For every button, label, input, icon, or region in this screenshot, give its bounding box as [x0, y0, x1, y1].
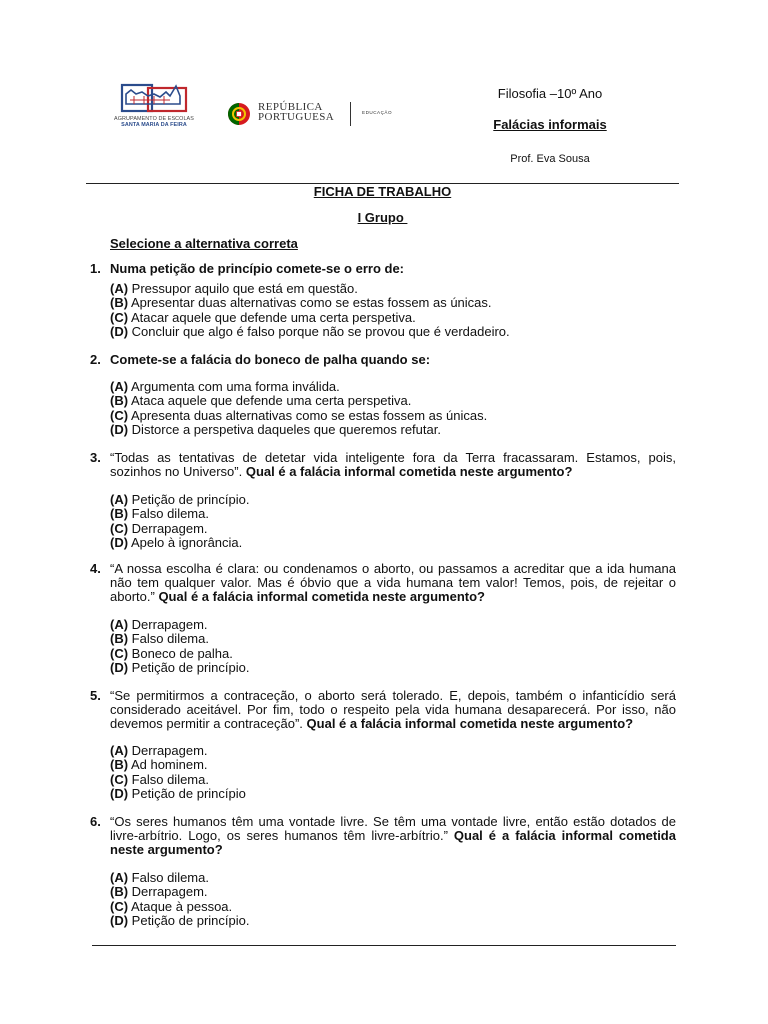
option-c[interactable]	[110, 409, 676, 423]
options-list	[110, 282, 676, 339]
option-letter: (B)	[110, 506, 129, 522]
question-quote: “Se permitirmos a contraceção, o aborto será tolerado. E, depois, também o infanticídio será considerado aceitável. Por fim, todo o respeito pela vida humana desaparecerá. Por isso, não devemos permitir a contraceção”.	[110, 688, 676, 731]
option-letter: (D)	[110, 785, 129, 801]
option-a[interactable]	[110, 618, 676, 632]
republic-emblem-icon	[226, 100, 256, 128]
option-letter: (D)	[110, 323, 129, 339]
option-letter: (C)	[110, 407, 129, 423]
option-text: Ataca aquele que defende uma certa perspetiva.	[130, 393, 412, 409]
option-b[interactable]	[110, 394, 676, 408]
option-letter: (A)	[110, 870, 129, 885]
option-text: Falso dilema.	[131, 870, 209, 885]
option-letter: (C)	[110, 520, 129, 536]
option-text: Apelo à ignorância.	[130, 534, 243, 550]
option-b[interactable]	[110, 507, 676, 521]
question-stem	[110, 689, 676, 731]
option-text: Concluir que algo é falso porque não se provou que é verdadeiro.	[131, 323, 510, 339]
option-text: Derrapagem.	[131, 520, 208, 536]
option-letter: (D)	[110, 912, 129, 928]
option-text: Ad hominem.	[130, 757, 208, 773]
question-stem	[110, 353, 676, 367]
option-b[interactable]	[110, 758, 676, 772]
option-text: Derrapagem.	[131, 617, 208, 632]
option-letter: (A)	[110, 492, 129, 507]
option-text: Falso dilema.	[131, 506, 209, 522]
republica-portuguesa-logo	[226, 100, 396, 130]
option-letter: (C)	[110, 309, 129, 325]
teacher-name: Prof. Eva Sousa	[510, 153, 590, 165]
option-a[interactable]	[110, 744, 676, 758]
option-text: Pressupor aquilo que está em questão.	[131, 281, 358, 296]
option-text: Apresentar duas alternativas como se estas fossem as únicas.	[130, 295, 492, 311]
school-emblem-icon	[104, 82, 204, 116]
option-text: Argumenta com uma forma inválida.	[130, 379, 340, 394]
option-letter: (B)	[110, 393, 129, 409]
option-d[interactable]	[110, 423, 676, 437]
option-letter: (C)	[110, 771, 129, 787]
option-b[interactable]	[110, 885, 676, 899]
question-number: 6.	[90, 814, 101, 829]
sheet-title: FICHA DE TRABALHO	[313, 184, 452, 199]
question-quote: “Todas as tentativas de detetar vida inteligente fora da Terra fracassaram. Estamos, pois, sozinhos no Universo”.	[110, 450, 676, 479]
question-number: 4.	[90, 561, 101, 576]
subject-label: Filosofia –10º Ano	[497, 86, 603, 101]
option-d[interactable]	[110, 661, 676, 675]
options-list	[110, 871, 676, 928]
option-letter: (C)	[110, 898, 129, 914]
question-quote: “Os seres humanos têm uma vontade livre. Se têm uma vontade livre, então estão dotados de livre-arbítrio. Logo, os seres humanos têm livre-arbítrio.”	[110, 814, 676, 843]
question-prompt: Qual é a falácia informal cometida neste argumento?	[158, 589, 485, 604]
option-d[interactable]	[110, 536, 676, 550]
option-text: Boneco de palha.	[131, 645, 233, 661]
option-text: Petição de princípio.	[131, 912, 250, 928]
option-d[interactable]	[110, 787, 676, 801]
option-letter: (A)	[110, 743, 129, 758]
question-number: 1.	[90, 261, 101, 276]
option-letter: (C)	[110, 645, 129, 661]
option-letter: (A)	[110, 281, 129, 296]
option-text: Ataque à pessoa.	[130, 898, 233, 914]
option-letter: (B)	[110, 631, 129, 647]
option-text: Atacar aquele que defende uma certa perspetiva.	[130, 309, 416, 325]
question-number: 5.	[90, 688, 101, 703]
question-prompt: Qual é a falácia informal cometida neste argumento?	[306, 716, 634, 731]
question-quote: “A nossa escolha é clara: ou condenamos o aborto, ou passamos a acreditar que a ida humana não tem qualquer valor. Mas é óbvio que a vida humana tem valor! Temos, pois, de rejeitar o aborto.”	[110, 561, 676, 604]
option-text: Apresenta duas alternativas como se estas fossem as únicas.	[130, 407, 488, 423]
question-number: 3.	[90, 450, 101, 465]
school-logo-line1: AGRUPAMENTO DE ESCOLAS	[114, 116, 194, 122]
school-logo-line2: SANTA MARIA DA FEIRA	[121, 122, 187, 128]
portuguesa-label: PORTUGUESA	[258, 111, 335, 123]
options-list	[110, 618, 676, 675]
question-stem	[110, 562, 676, 604]
option-text: Petição de princípio.	[131, 492, 250, 507]
option-letter: (A)	[110, 617, 129, 632]
option-letter: (B)	[110, 884, 129, 900]
question-prompt: Numa petição de princípio comete-se o erro de:	[110, 261, 405, 276]
option-text: Falso dilema.	[131, 771, 209, 787]
options-list	[110, 493, 676, 550]
footer-divider	[92, 945, 676, 946]
question-stem	[110, 451, 676, 479]
option-c[interactable]	[110, 900, 676, 914]
option-letter: (B)	[110, 295, 129, 311]
option-c[interactable]	[110, 647, 676, 661]
option-b[interactable]	[110, 296, 676, 310]
option-c[interactable]	[110, 311, 676, 325]
question-prompt: Qual é a falácia informal cometida neste argumento?	[245, 464, 573, 479]
republica-label: REPÚBLICA	[258, 101, 323, 113]
option-letter: (D)	[110, 421, 129, 437]
logo-divider	[350, 102, 351, 126]
question-prompt: Comete-se a falácia do boneco de palha quando se:	[110, 352, 431, 367]
option-a[interactable]	[110, 380, 676, 394]
educacao-label: EDUCAÇÃO	[362, 110, 393, 115]
option-text: Derrapagem.	[131, 884, 208, 900]
options-list	[110, 380, 676, 437]
option-c[interactable]	[110, 773, 676, 787]
option-text: Distorce a perspetiva daqueles que queremos refutar.	[131, 421, 441, 437]
option-b[interactable]	[110, 632, 676, 646]
option-a[interactable]	[110, 871, 676, 885]
options-list	[110, 744, 676, 801]
option-letter: (D)	[110, 659, 129, 675]
option-letter: (D)	[110, 534, 129, 550]
option-text: Petição de princípio.	[131, 659, 250, 675]
option-text: Petição de princípio	[131, 785, 246, 801]
option-c[interactable]	[110, 522, 676, 536]
question-stem	[110, 815, 676, 857]
instruction-text: Selecione a alternativa correta	[110, 236, 298, 251]
option-letter: (B)	[110, 757, 129, 773]
option-text: Derrapagem.	[131, 743, 208, 758]
option-text: Falso dilema.	[131, 631, 209, 647]
option-a[interactable]	[110, 282, 676, 296]
topic-title: Falácias informais	[493, 117, 607, 132]
option-a[interactable]	[110, 493, 676, 507]
question-number: 2.	[90, 352, 101, 367]
question-stem	[110, 262, 676, 276]
option-d[interactable]	[110, 325, 676, 339]
option-letter: (A)	[110, 379, 129, 394]
question-prompt: Qual é a falácia informal cometida neste argumento?	[110, 828, 676, 857]
option-d[interactable]	[110, 914, 676, 928]
group-title: I Grupo	[357, 210, 408, 225]
school-logo	[104, 82, 204, 134]
